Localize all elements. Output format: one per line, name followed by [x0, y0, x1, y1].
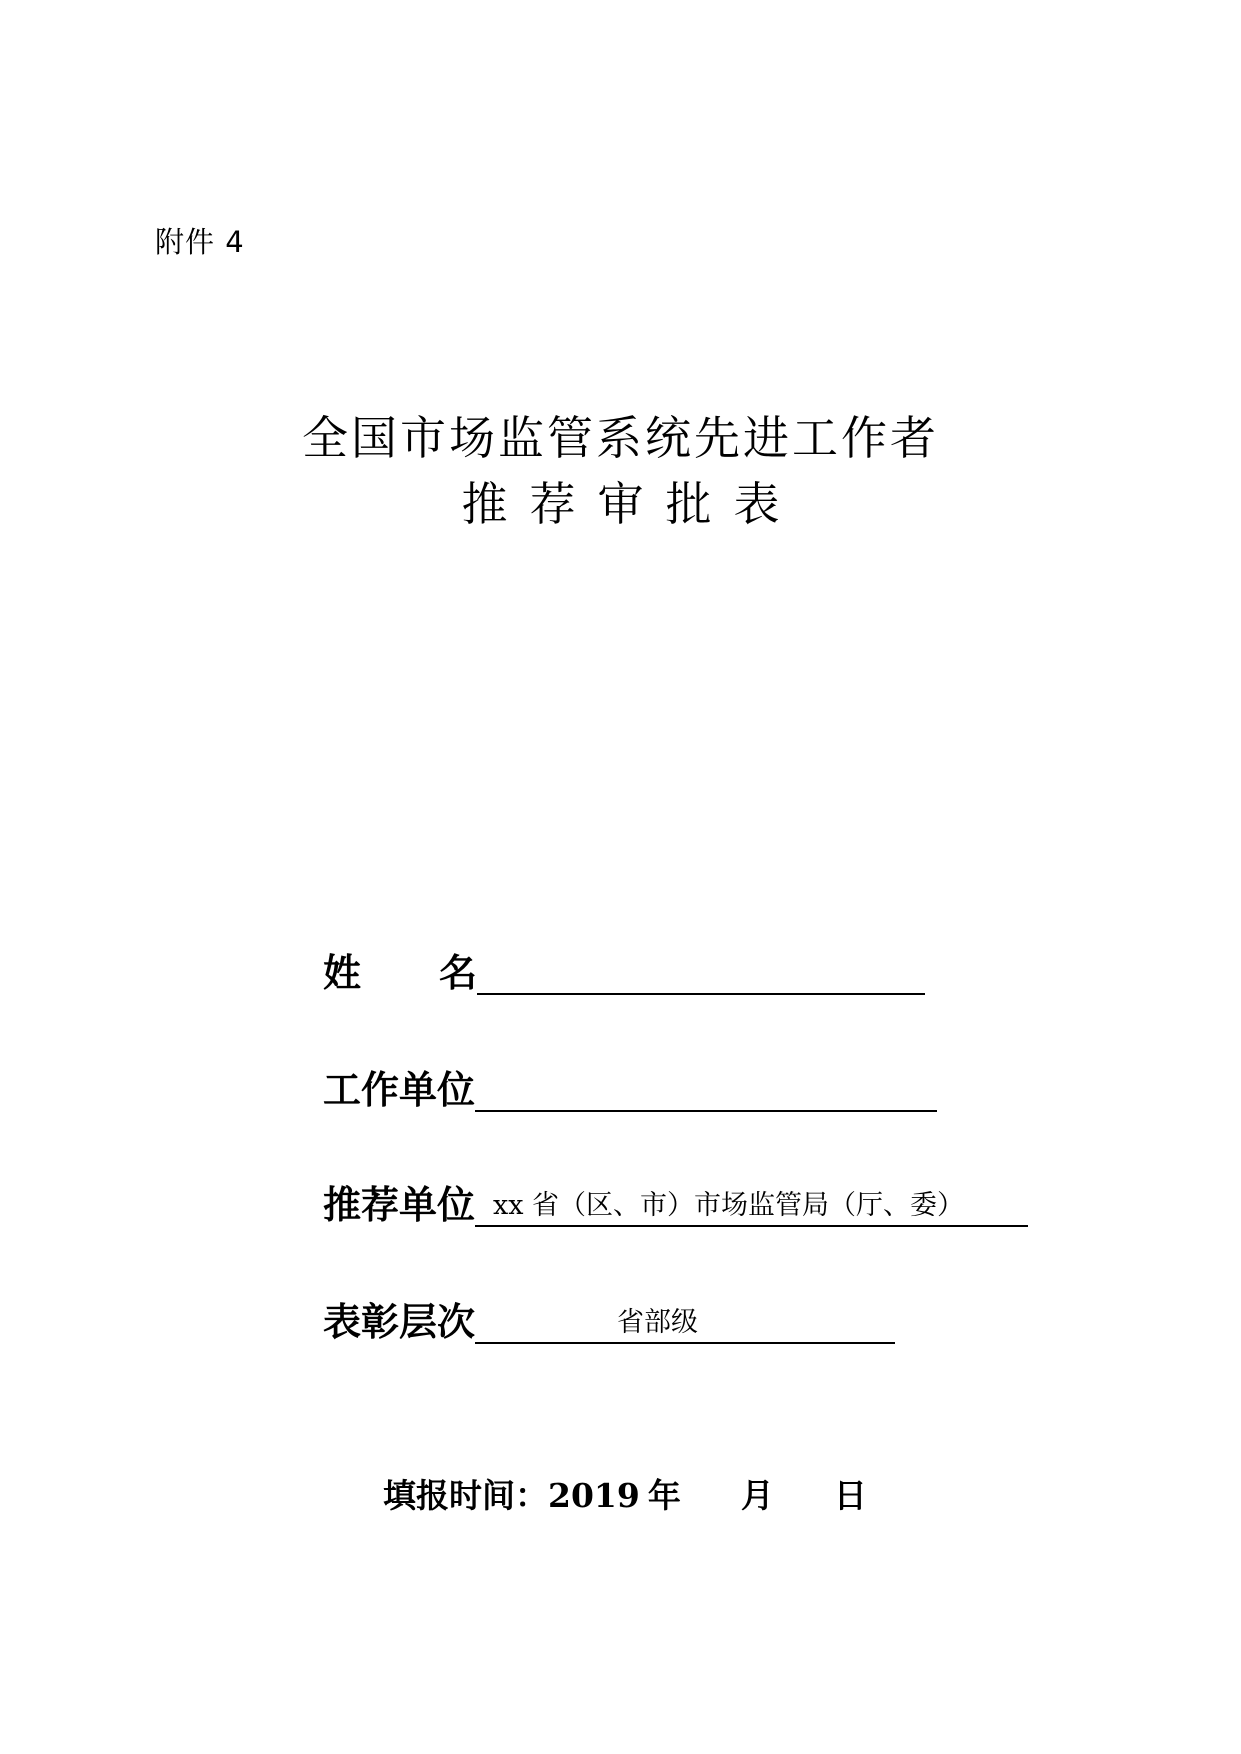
title-line-1: 全国市场监管系统先进工作者 — [302, 411, 939, 465]
work-unit-field — [323, 1062, 937, 1112]
fill-date — [383, 1470, 867, 1517]
honor-level-field — [323, 1294, 895, 1344]
work-unit-label: 工作单位 — [323, 1068, 476, 1112]
name-label: 姓名 — [323, 951, 556, 995]
work-unit-line[interactable] — [475, 1072, 937, 1112]
recommend-unit-label: 推荐单位 — [323, 1183, 476, 1227]
fill-date-day-unit: 日 — [833, 1476, 867, 1515]
recommend-unit-value[interactable]: xx 省（区、市）市场监管局（厅、委） — [475, 1187, 1028, 1227]
honor-level-label: 表彰层次 — [323, 1300, 476, 1344]
name-line[interactable] — [477, 955, 925, 995]
recommend-unit-field — [323, 1177, 1028, 1227]
fill-date-year-unit: 年 — [647, 1476, 681, 1515]
fill-date-month-unit: 月 — [740, 1476, 774, 1515]
name-field — [323, 945, 925, 995]
fill-date-year: 2019 — [548, 1476, 640, 1515]
honor-level-value[interactable]: 省部级 — [475, 1304, 895, 1344]
document-title — [0, 405, 1241, 537]
title-line-2: 推荐审批表 — [461, 477, 802, 531]
fill-date-label: 填报时间： — [383, 1476, 548, 1515]
attachment-label: 附件 4 — [155, 225, 245, 259]
